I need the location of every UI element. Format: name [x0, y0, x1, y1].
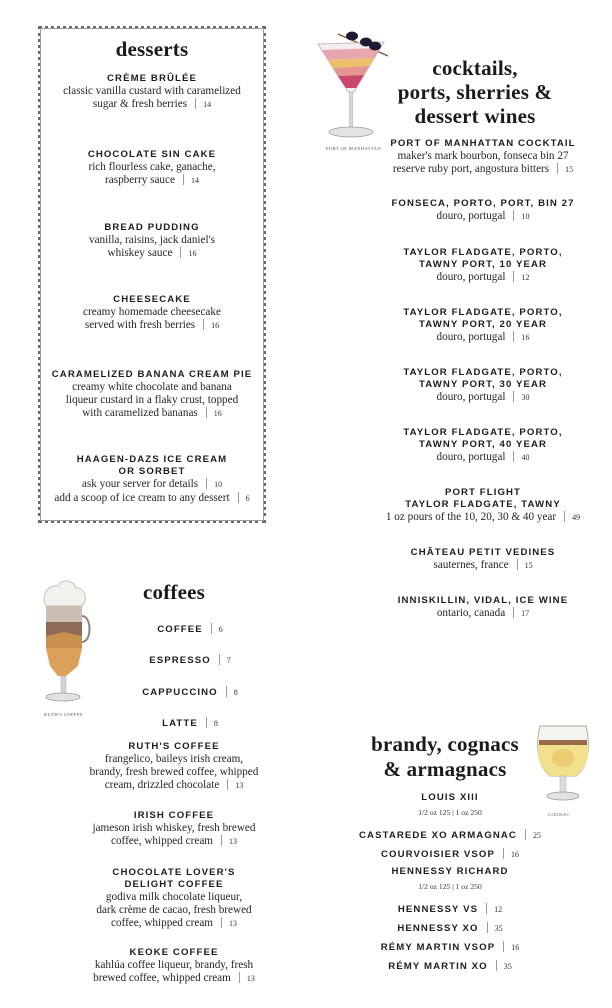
item-name: TAWNY PORT, 20 YEAR [418, 319, 548, 330]
title-line: dessert wines [414, 104, 536, 128]
menu-item-inniskillin [372, 595, 594, 621]
menu-item-fonseca-bin-27 [372, 198, 594, 224]
item-name: TAYLOR FLADGATE, TAWNY [405, 499, 561, 510]
menu-item-cappuccino [90, 682, 290, 700]
item-name: CASTAREDE XO ARMAGNAC [359, 830, 517, 841]
item-desc: coffee, whipped cream [111, 834, 213, 847]
divider [221, 835, 222, 846]
coffees-title: coffees [142, 580, 206, 604]
item-price: 13 [235, 780, 244, 790]
item-name: INNISKILLIN, VIDAL, ICE WINE [397, 595, 569, 606]
item-price: 6 [245, 493, 250, 503]
title-line: ports, sherries & [397, 80, 553, 104]
divider [503, 941, 504, 952]
divider [238, 492, 239, 503]
cocktails-title [365, 56, 585, 128]
menu-item-castarede-xo [350, 825, 550, 843]
item-name: OR SORBET [118, 466, 186, 477]
item-desc: add a scoop of ice cream to any dessert [54, 491, 230, 504]
menu-item-courvoisier-vsop [350, 844, 550, 862]
item-price: 13 [228, 836, 237, 846]
item-desc: cream, drizzled chocolate [104, 778, 220, 791]
item-name: RUTH'S COFFEE [128, 741, 220, 752]
divider [503, 848, 504, 859]
item-name: RÉMY MARTIN VSOP [380, 942, 496, 953]
menu-item-taylor-30 [372, 367, 594, 405]
item-name: CRÈME BRÛLÉE [107, 73, 197, 84]
menu-item-creme-brulee [41, 73, 263, 112]
menu-item-keoke-coffee [58, 947, 290, 986]
item-name: KEOKE COFFEE [129, 947, 219, 958]
item-price: 8 [233, 688, 238, 697]
item-name: ESPRESSO [149, 655, 211, 666]
item-name: HENNESSY XO [397, 923, 479, 934]
item-desc: douro, portugal [436, 451, 506, 463]
divider [206, 717, 207, 728]
menu-item-cheesecake [41, 294, 263, 333]
item-name: PORT FLIGHT [444, 487, 522, 498]
item-desc: 1 oz pours of the 10, 20, 30 & 40 year [385, 511, 557, 523]
menu-item-coffee [90, 619, 290, 637]
item-name: CARAMELIZED BANANA CREAM PIE [51, 369, 253, 380]
menu-item-hennessy-vs [350, 899, 550, 917]
menu-item-port-flight [360, 487, 606, 525]
menu-item-taylor-20 [372, 307, 594, 345]
divider [206, 478, 207, 489]
desserts-title: desserts [115, 37, 189, 61]
item-desc: douro, portugal [436, 391, 506, 403]
menu-item-haagen-dazs [41, 454, 263, 506]
item-name: HENNESSY RICHARD [391, 866, 509, 877]
item-price: 1/2 oz 125 | 1 oz 250 [418, 808, 482, 817]
divider [195, 98, 196, 109]
item-desc: with caramelized bananas [82, 406, 198, 419]
menu-item-irish-coffee [58, 810, 290, 849]
item-price: 13 [228, 918, 237, 928]
divider [486, 903, 487, 914]
item-price: 8 [213, 719, 218, 728]
item-desc: reserve ruby port, angostura bitters [392, 162, 550, 175]
item-name: FONSECA, PORTO, PORT, BIN 27 [391, 198, 575, 209]
menu-item-taylor-10 [372, 247, 594, 285]
item-name: CHOCOLATE LOVER'S [112, 867, 236, 878]
item-name: DELIGHT COFFEE [124, 879, 224, 890]
item-name: TAWNY PORT, 40 YEAR [418, 439, 548, 450]
illustration-caption: PORT OF MANHATTAN [326, 146, 382, 151]
item-name: CAPPUCCINO [142, 687, 218, 698]
item-name: RÉMY MARTIN XO [388, 961, 488, 972]
illustration-caption: RUTH'S COFFEE [44, 712, 84, 717]
divider [517, 559, 518, 570]
menu-item-banana-cream-pie [41, 369, 263, 420]
item-desc: brewed coffee, whipped cream [93, 971, 231, 984]
item-name: TAWNY PORT, 30 YEAR [418, 379, 548, 390]
item-price: 16 [188, 248, 197, 258]
menu-item-chateau-petit-vedines [372, 547, 594, 573]
item-name: BREAD PUDDING [104, 222, 200, 233]
divider [239, 972, 240, 983]
item-desc: whiskey sauce [107, 246, 173, 259]
item-price: 15 [565, 164, 574, 174]
divider [487, 922, 488, 933]
divider [211, 623, 212, 634]
item-desc: creamy homemade cheesecake [83, 306, 221, 318]
divider [226, 686, 227, 697]
item-price: 16 [211, 320, 220, 330]
item-name: TAYLOR FLADGATE, PORTO, [403, 247, 563, 258]
divider [206, 407, 207, 418]
item-desc: served with fresh berries [84, 318, 196, 331]
item-name: HAAGEN-DAZS ICE CREAM [76, 454, 228, 465]
divider [513, 451, 514, 462]
item-price: 14 [203, 99, 212, 109]
menu-item-chocolate-sin-cake [41, 149, 263, 188]
item-name: COFFEE [157, 624, 203, 635]
item-price: 16 [521, 333, 530, 342]
item-name: CHÂTEAU PETIT VEDINES [410, 547, 556, 558]
item-name: COURVOISIER VSOP [381, 849, 495, 860]
item-desc: maker's mark bourbon, fonseca bin 27 [397, 150, 569, 162]
item-name: TAYLOR FLADGATE, PORTO, [403, 427, 563, 438]
item-desc: rich flourless cake, ganache, [88, 161, 216, 173]
brandy-title [360, 732, 530, 782]
item-price: 10 [521, 212, 530, 221]
divider [557, 163, 558, 174]
item-name: LOUIS XIII [421, 792, 479, 803]
menu-item-remy-martin-xo [350, 956, 550, 974]
divider [496, 960, 497, 971]
item-name: TAYLOR FLADGATE, PORTO, [403, 367, 563, 378]
menu-item-hennessy-richard [350, 866, 550, 893]
divider [183, 174, 184, 185]
divider [219, 654, 220, 665]
divider [513, 391, 514, 402]
item-desc: douro, portugal [436, 331, 506, 343]
divider [221, 917, 222, 928]
item-desc: liqueur custard in a flaky crust, topped [65, 393, 239, 406]
divider [180, 247, 181, 258]
divider [513, 331, 514, 342]
menu-item-louis-xiii [350, 792, 550, 819]
item-price: 35 [503, 962, 512, 971]
item-desc: jameson irish whiskey, fresh brewed [92, 822, 256, 834]
menu-item-chocolate-lovers [58, 867, 290, 930]
item-price: 40 [521, 453, 530, 462]
item-desc: douro, portugal [436, 210, 506, 222]
menu-item-hennessy-xo [350, 918, 550, 936]
item-desc: sugar & fresh berries [92, 97, 188, 110]
item-desc: douro, portugal [436, 271, 506, 283]
item-desc: ontario, canada [436, 607, 506, 619]
divider [203, 319, 204, 330]
menu-item-ruths-coffee [58, 741, 290, 792]
item-desc: raspberry sauce [105, 173, 175, 186]
divider [513, 210, 514, 221]
item-price: 16 [213, 408, 222, 418]
item-desc: kahlúa coffee liqueur, brandy, fresh [94, 959, 254, 971]
item-price: 25 [532, 831, 541, 840]
item-name: IRISH COFFEE [133, 810, 215, 821]
divider [513, 271, 514, 282]
item-price: 15 [524, 561, 533, 570]
menu-item-port-of-manhattan [372, 138, 594, 177]
menu-item-taylor-40 [372, 427, 594, 465]
title-line: brandy, cognacs [371, 732, 519, 756]
item-name: PORT OF MANHATTAN COCKTAIL [390, 138, 576, 149]
item-price: 1/2 oz 125 | 1 oz 250 [418, 882, 482, 891]
menu-item-bread-pudding [41, 222, 263, 261]
item-desc: frangelico, baileys irish cream, [104, 753, 244, 765]
desserts-section [38, 26, 266, 523]
item-price: 14 [190, 175, 199, 185]
item-name: LATTE [162, 718, 198, 729]
item-desc: classic vanilla custard with caramelized [63, 85, 241, 97]
item-desc: brandy, fresh brewed coffee, whipped [89, 765, 259, 778]
item-desc: sauternes, france [433, 559, 509, 571]
illustration-caption: COGNAC [548, 812, 570, 817]
item-price: 49 [572, 513, 581, 522]
item-desc: dark crème de cacao, fresh brewed [96, 903, 252, 916]
menu-item-remy-martin-vsop [350, 937, 550, 955]
item-name: HENNESSY VS [397, 904, 479, 915]
item-price: 16 [510, 850, 519, 859]
item-price: 13 [246, 973, 255, 983]
item-price: 7 [226, 656, 231, 665]
item-desc: creamy white chocolate and banana [72, 381, 232, 393]
irish-coffee-glass-illustration [36, 576, 92, 706]
item-desc: godiva milk chocolate liqueur, [105, 891, 243, 903]
item-price: 12 [494, 905, 503, 914]
divider [564, 511, 565, 522]
divider [525, 829, 526, 840]
title-line: & armagnacs [383, 757, 507, 781]
item-name: CHOCOLATE SIN CAKE [87, 149, 217, 160]
menu-item-latte [90, 713, 290, 731]
title-line: cocktails, [432, 56, 518, 80]
item-name: CHEESECAKE [113, 294, 191, 305]
item-desc: vanilla, raisins, jack daniel's [89, 234, 215, 246]
item-price: 16 [511, 943, 520, 952]
item-price: 12 [521, 273, 530, 282]
item-desc: ask your server for details [81, 478, 199, 490]
item-desc: coffee, whipped cream [111, 916, 213, 929]
menu-item-espresso [90, 650, 290, 668]
divider [227, 779, 228, 790]
item-price: 35 [494, 924, 503, 933]
item-name: TAWNY PORT, 10 YEAR [418, 259, 548, 270]
item-price: 30 [521, 393, 530, 402]
item-price: 6 [218, 625, 223, 634]
divider [513, 607, 514, 618]
item-price: 10 [214, 480, 223, 489]
item-name: TAYLOR FLADGATE, PORTO, [403, 307, 563, 318]
item-price: 17 [521, 609, 530, 618]
